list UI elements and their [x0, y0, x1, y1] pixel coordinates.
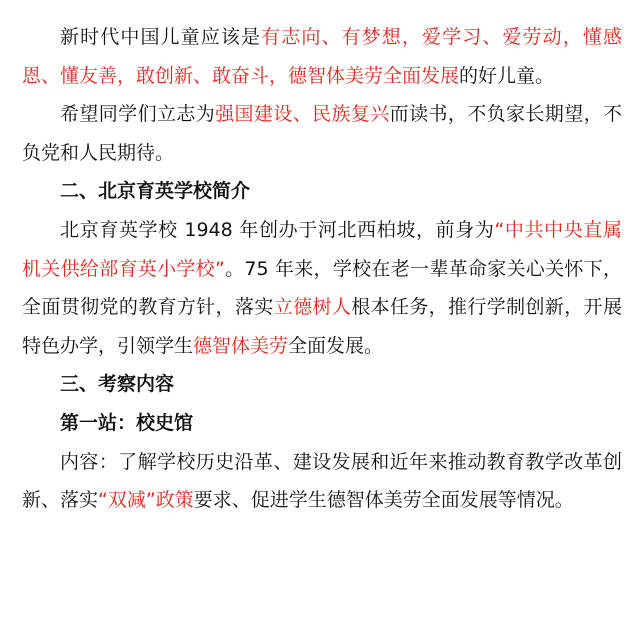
intro-p2-text-2: 而读书，不负家长期望，不负党和人民期待。	[22, 103, 622, 164]
intro-paragraph-1	[22, 18, 622, 95]
section-3-heading: 三、考察内容	[60, 373, 175, 396]
s2-highlight-3: 德智体美劳	[193, 334, 289, 357]
section-3-subheading: 第一站：校史馆	[60, 411, 194, 434]
section-2-paragraph	[22, 211, 622, 365]
s2-text-4: 全面发展。	[288, 334, 384, 357]
document-body	[22, 18, 622, 520]
s3-highlight-1: “双减”政策	[98, 489, 194, 512]
s2-text-2: 。75 年来，学校在老一辈革命家关心关怀下，全面贯彻党的教育方针，落实	[22, 257, 622, 319]
s2-highlight-1: “中共中央直属机关供给部育英小学校”	[22, 218, 622, 280]
intro-p1-text-1: 新时代中国儿童应该是	[60, 26, 262, 48]
intro-paragraph-2	[22, 95, 622, 172]
section-3-paragraph	[22, 443, 622, 520]
intro-p1-text-2: 的好儿童。	[459, 64, 555, 87]
s3-text-1: 内容：了解学校历史沿革、建设发展和近年来推动教育教学改革创新、落实	[22, 450, 622, 512]
intro-p2-text-1: 希望同学们立志为	[60, 103, 216, 126]
intro-p2-highlight: 强国建设、民族复兴	[215, 103, 390, 126]
s2-text-3: 根本任务，推行学制创新，开展特色办学，引领学生	[22, 296, 622, 357]
s2-text-1: 北京育英学校 1948 年创办于河北西柏坡，前身为	[60, 218, 495, 241]
s3-text-2: 要求、促进学生德智体美劳全面发展等情况。	[193, 489, 574, 512]
s2-highlight-2: 立德树人	[273, 296, 352, 319]
section-2-heading: 二、北京育英学校简介	[60, 180, 251, 203]
intro-p1-highlight: 有志向、有梦想，爱学习、爱劳动，懂感恩、懂友善，敢创新、敢奋斗，德智体美劳全面发展	[22, 26, 622, 87]
